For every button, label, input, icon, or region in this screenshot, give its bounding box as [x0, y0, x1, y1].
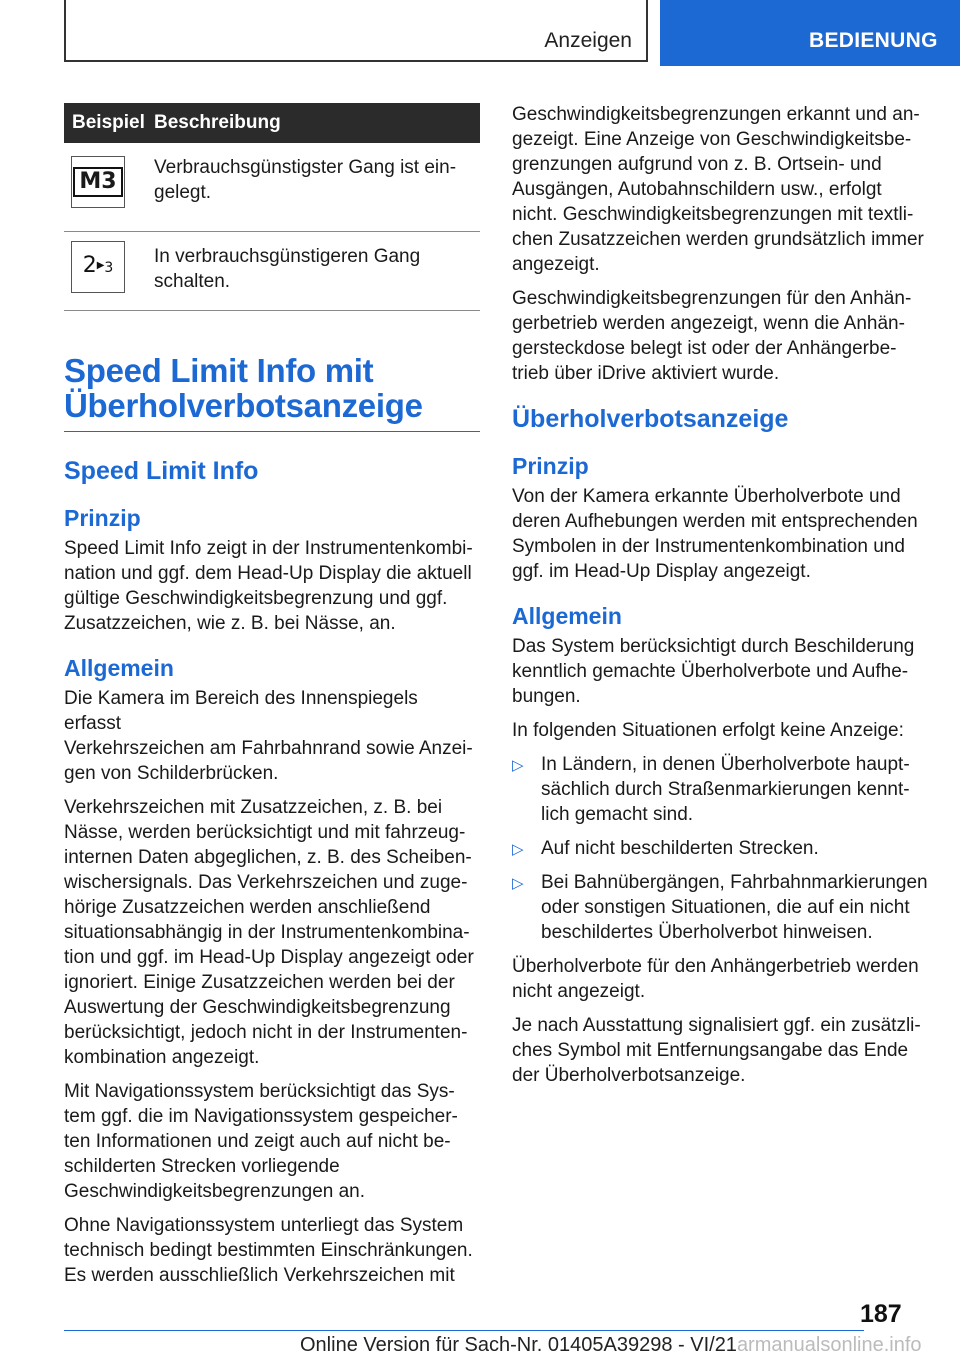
section-title: Anzeigen	[544, 29, 632, 52]
page-number: 187	[860, 1300, 902, 1328]
paragraph: In folgenden Situationen erfolgt keine Anzeige:	[512, 720, 904, 741]
footer-version: Online Version für Sach-Nr. 01405A39298 - VI/21	[300, 1334, 737, 1356]
list-item: ▷ In Ländern, in denen Überholverbote haupt- sächlich durch Straßenmarkierungen kennt- lich gemacht sind.	[512, 754, 910, 825]
table-header-row	[64, 103, 480, 143]
gear-indicator-table	[64, 103, 480, 311]
overtaking-ban-heading: Überholverbotsanzeige	[512, 405, 789, 433]
chapter-tab[interactable]: BEDIENUNG	[660, 0, 960, 66]
footer-text	[300, 1334, 922, 1357]
allgemein-heading: Allgemein	[64, 654, 174, 681]
left-column	[64, 103, 480, 1297]
paragraph: Das System berücksichtigt durch Beschilderung kenntlich gemachte Überholverbote und Aufhe- bungen.	[512, 636, 915, 707]
table-header-example: Beispiel	[64, 103, 152, 143]
triangle-bullet-icon: ▷	[512, 875, 524, 892]
gear-m3-icon	[71, 156, 125, 208]
table-cell-icon	[64, 143, 152, 231]
right-column	[512, 102, 928, 1097]
paragraph: Geschwindigkeitsbegrenzungen erkannt und an- gezeigt. Eine Anzeige von Geschwindigkeitsbe- grenzungen aufgrund von z. B. Ortsein- und Ausgängen, Autobahnschildern usw., erfolgt nicht. Geschwindigkeitsbegrenzungen mit textli- chen Zusatzzeichen werden grundsätzlich immer angezeigt.	[512, 104, 924, 275]
paragraph: Ohne Navigationssystem unterliegt das System technisch bedingt bestimmten Einschränkungen. Es werden ausschließlich Verkehrszeichen mit	[64, 1214, 473, 1286]
row-description: In verbrauchsgünstigeren Gang schalten.	[154, 245, 421, 292]
gear-shift-icon	[71, 241, 125, 293]
situation-list	[512, 752, 928, 945]
footer-divider	[64, 1330, 864, 1331]
prinzip-paragraph: Speed Limit Info zeigt in der Instrumentenkombi- nation und ggf. dem Head-Up Display die aktuell gültige Geschwindigkeitsbegrenzung und ggf. Zusatzzeichen, wie z. B. bei Nässe, an.	[64, 537, 473, 634]
row-description: Verbrauchsgünstigster Gang ist ein- gelegt.	[154, 157, 457, 203]
paragraph: Die Kamera im Bereich des Innenspiegels erfasst Verkehrszeichen am Fahrbahnrand sowie Anzei- gen von Schilderbrücken.	[64, 687, 473, 784]
gear-target: 3	[104, 259, 114, 276]
watermark: armanualsonline.info	[736, 1334, 922, 1356]
prinzip-heading: Prinzip	[512, 453, 589, 479]
prinzip-paragraph: Von der Kamera erkannte Überholverbote und deren Aufhebungen werden mit entsprechenden Symbolen in der Instrumentenkombination und ggf. im Head-Up Display angezeigt.	[512, 486, 918, 582]
triangle-bullet-icon: ▷	[512, 757, 524, 774]
paragraph: Je nach Ausstattung signalisiert ggf. ein zusätzli- ches Symbol mit Entfernungsangabe das Ende der Überholverbotsanzeige.	[512, 1015, 921, 1086]
shift-arrow-icon: ▶	[96, 259, 105, 271]
paragraph: Geschwindigkeitsbegrenzungen für den Anhän- gerbetrieb werden angezeigt, wenn die Anhän- gersteckdose belegt ist oder der Anhängerbe- trieb über iDrive aktiviert wurde.	[512, 288, 912, 384]
table-cell-description	[152, 231, 480, 310]
table-cell-icon	[64, 231, 152, 310]
triangle-bullet-icon: ▷	[512, 841, 524, 858]
list-item: ▷ Auf nicht beschilderten Strecken.	[512, 836, 928, 861]
gear-m3-label: M3	[73, 167, 122, 197]
prinzip-heading: Prinzip	[64, 504, 141, 531]
paragraph: Verkehrszeichen mit Zusatzzeichen, z. B. bei Nässe, werden berücksichtigt und mit fahrzeug- internen Daten abgeglichen, z. B. des Scheiben- wischersignals. Das Verkehrszeichen und zuge- hörige Zusatzzeichen werden anschließend situationsabhängig in der Instrumentenkombina- tion und ggf. im Head-Up Display angezeigt oder ignoriert. Einige Zusatzzeichen werden bei der Auswertung der Geschwindigkeitsbegrenzung berücksichtigt, jedoch nicht in der Instrumenten- kombination angezeigt.	[64, 796, 474, 1068]
list-item: ▷ Bei Bahnübergängen, Fahrbahnmarkierungen oder sonstigen Situationen, die auf ein nicht beschildertes Überholverbot hinweisen.	[512, 872, 928, 943]
paragraph: Überholverbote für den Anhängerbetrieb werden nicht angezeigt.	[512, 956, 919, 1002]
table-row	[64, 231, 480, 310]
table-header-description: Beschreibung	[152, 103, 480, 143]
paragraph: Mit Navigationssystem berücksichtigt das Sys- tem ggf. die im Navigationssystem gespeicher- ten Informationen und zeigt auch auf nicht be- schilderten Strecken vorliegende Geschwindigkeitsbegrenzungen an.	[64, 1080, 458, 1202]
table-row	[64, 143, 480, 231]
speed-limit-info-heading: Speed Limit Info	[64, 456, 259, 485]
allgemein-heading: Allgemein	[512, 603, 622, 629]
gear-current: 2	[82, 252, 97, 278]
main-heading: Speed Limit Info mit Überholverbotsanzeige	[64, 353, 480, 432]
header-section-box	[64, 0, 648, 62]
table-cell-description	[152, 143, 480, 231]
